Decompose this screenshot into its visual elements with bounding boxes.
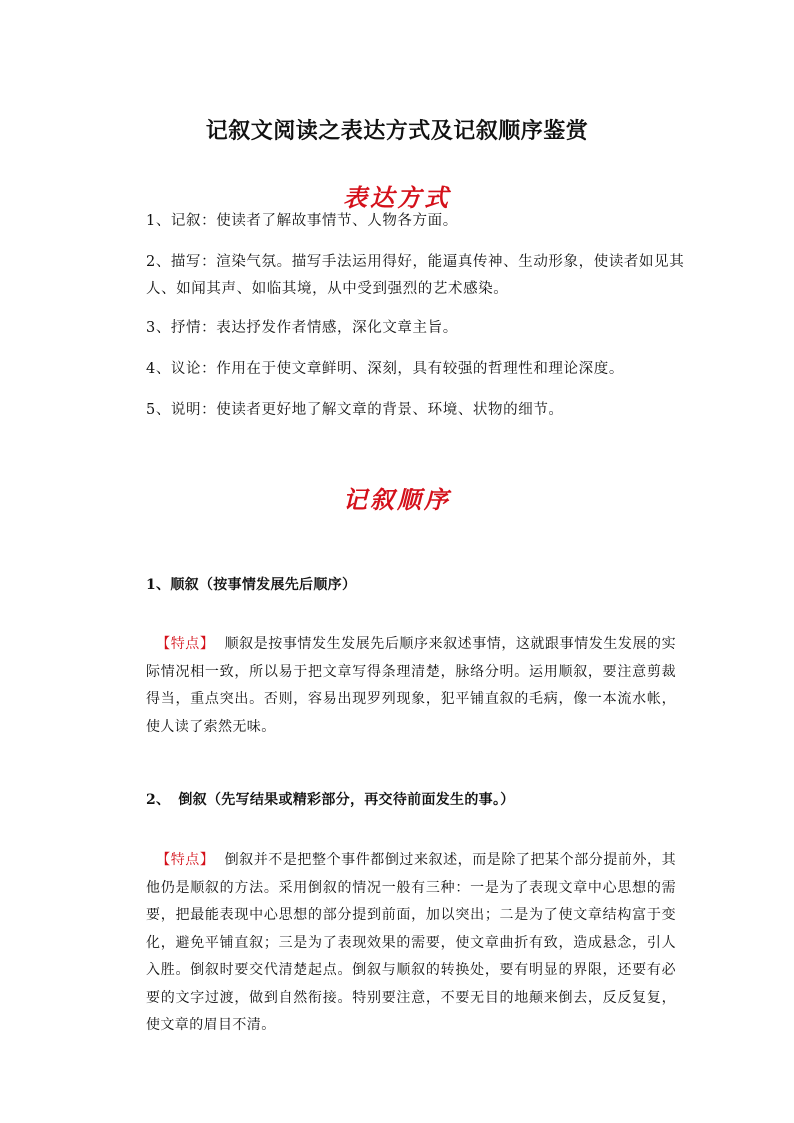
list-item: 4、议论：作用在于使文章鲜明、深刻，具有较强的哲理性和理论深度。	[146, 361, 624, 377]
list-item: 3、抒情：表达抒发作者情感，深化文章主旨。	[146, 320, 458, 336]
expression-methods-list	[146, 208, 686, 438]
page-title: 记叙文阅读之表达方式及记叙顺序鉴赏	[205, 118, 589, 144]
order-item-title	[146, 789, 676, 809]
order-item-name: 倒叙（先写结果或精彩部分，再交待前面发生的事。）	[178, 792, 515, 808]
order-item-description	[146, 631, 676, 741]
order-item-description	[146, 847, 676, 1040]
list-item: 1、记叙：使读者了解故事情节、人物各方面。	[146, 213, 458, 229]
feature-tag: 【特点】	[156, 636, 215, 652]
feature-text: 倒叙并不是把整个事件都倒过来叙述，而是除了把某个部分提前外，其他仍是顺叙的方法。采用倒叙的情况一般有三种：一是为了表现文章中心思想的需要，把最能表现中心思想的部分提到前面，加以突出；二是为了使文章结构富于变化，避免平铺直叙；三是为了表现效果的需要，使文章曲折有致，造成悬念，引人入胜。倒叙时要交代清楚起点。倒叙与顺叙的转换处，要有明显的界限，还要有必要的文字过渡，做到自然衔接。特别要注意，不要无目的地颠来倒去，反反复复，使文章的眉目不清。	[146, 852, 676, 1033]
section-heading-expression: 表达方式	[343, 183, 451, 212]
feature-text: 顺叙是按事情发生发展先后顺序来叙述事情，这就跟事情发生发展的实际情况相一致，所以易于把文章写得条理清楚，脉络分明。运用顺叙，要注意剪裁得当，重点突出。否则，容易出现罗列现象，犯平铺直叙的毛病，像一本流水帐，使人读了索然无味。	[146, 636, 676, 735]
feature-tag: 【特点】	[156, 852, 215, 868]
order-item-number: 2、	[146, 792, 171, 808]
list-item: 2、描写：渲染气氛。描写手法运用得好，能逼真传神、生动形象，使读者如见其人、如闻其声、如临其境，从中受到强烈的艺术感染。	[146, 254, 685, 297]
order-item-name: 顺叙（按事情发展先后顺序）	[170, 577, 357, 593]
section-heading-order: 记叙顺序	[343, 485, 451, 514]
order-item-number: 1、	[146, 577, 171, 593]
list-item: 5、说明：使读者更好地了解文章的背景、环境、状物的细节。	[146, 402, 564, 418]
order-item-title	[146, 574, 676, 594]
